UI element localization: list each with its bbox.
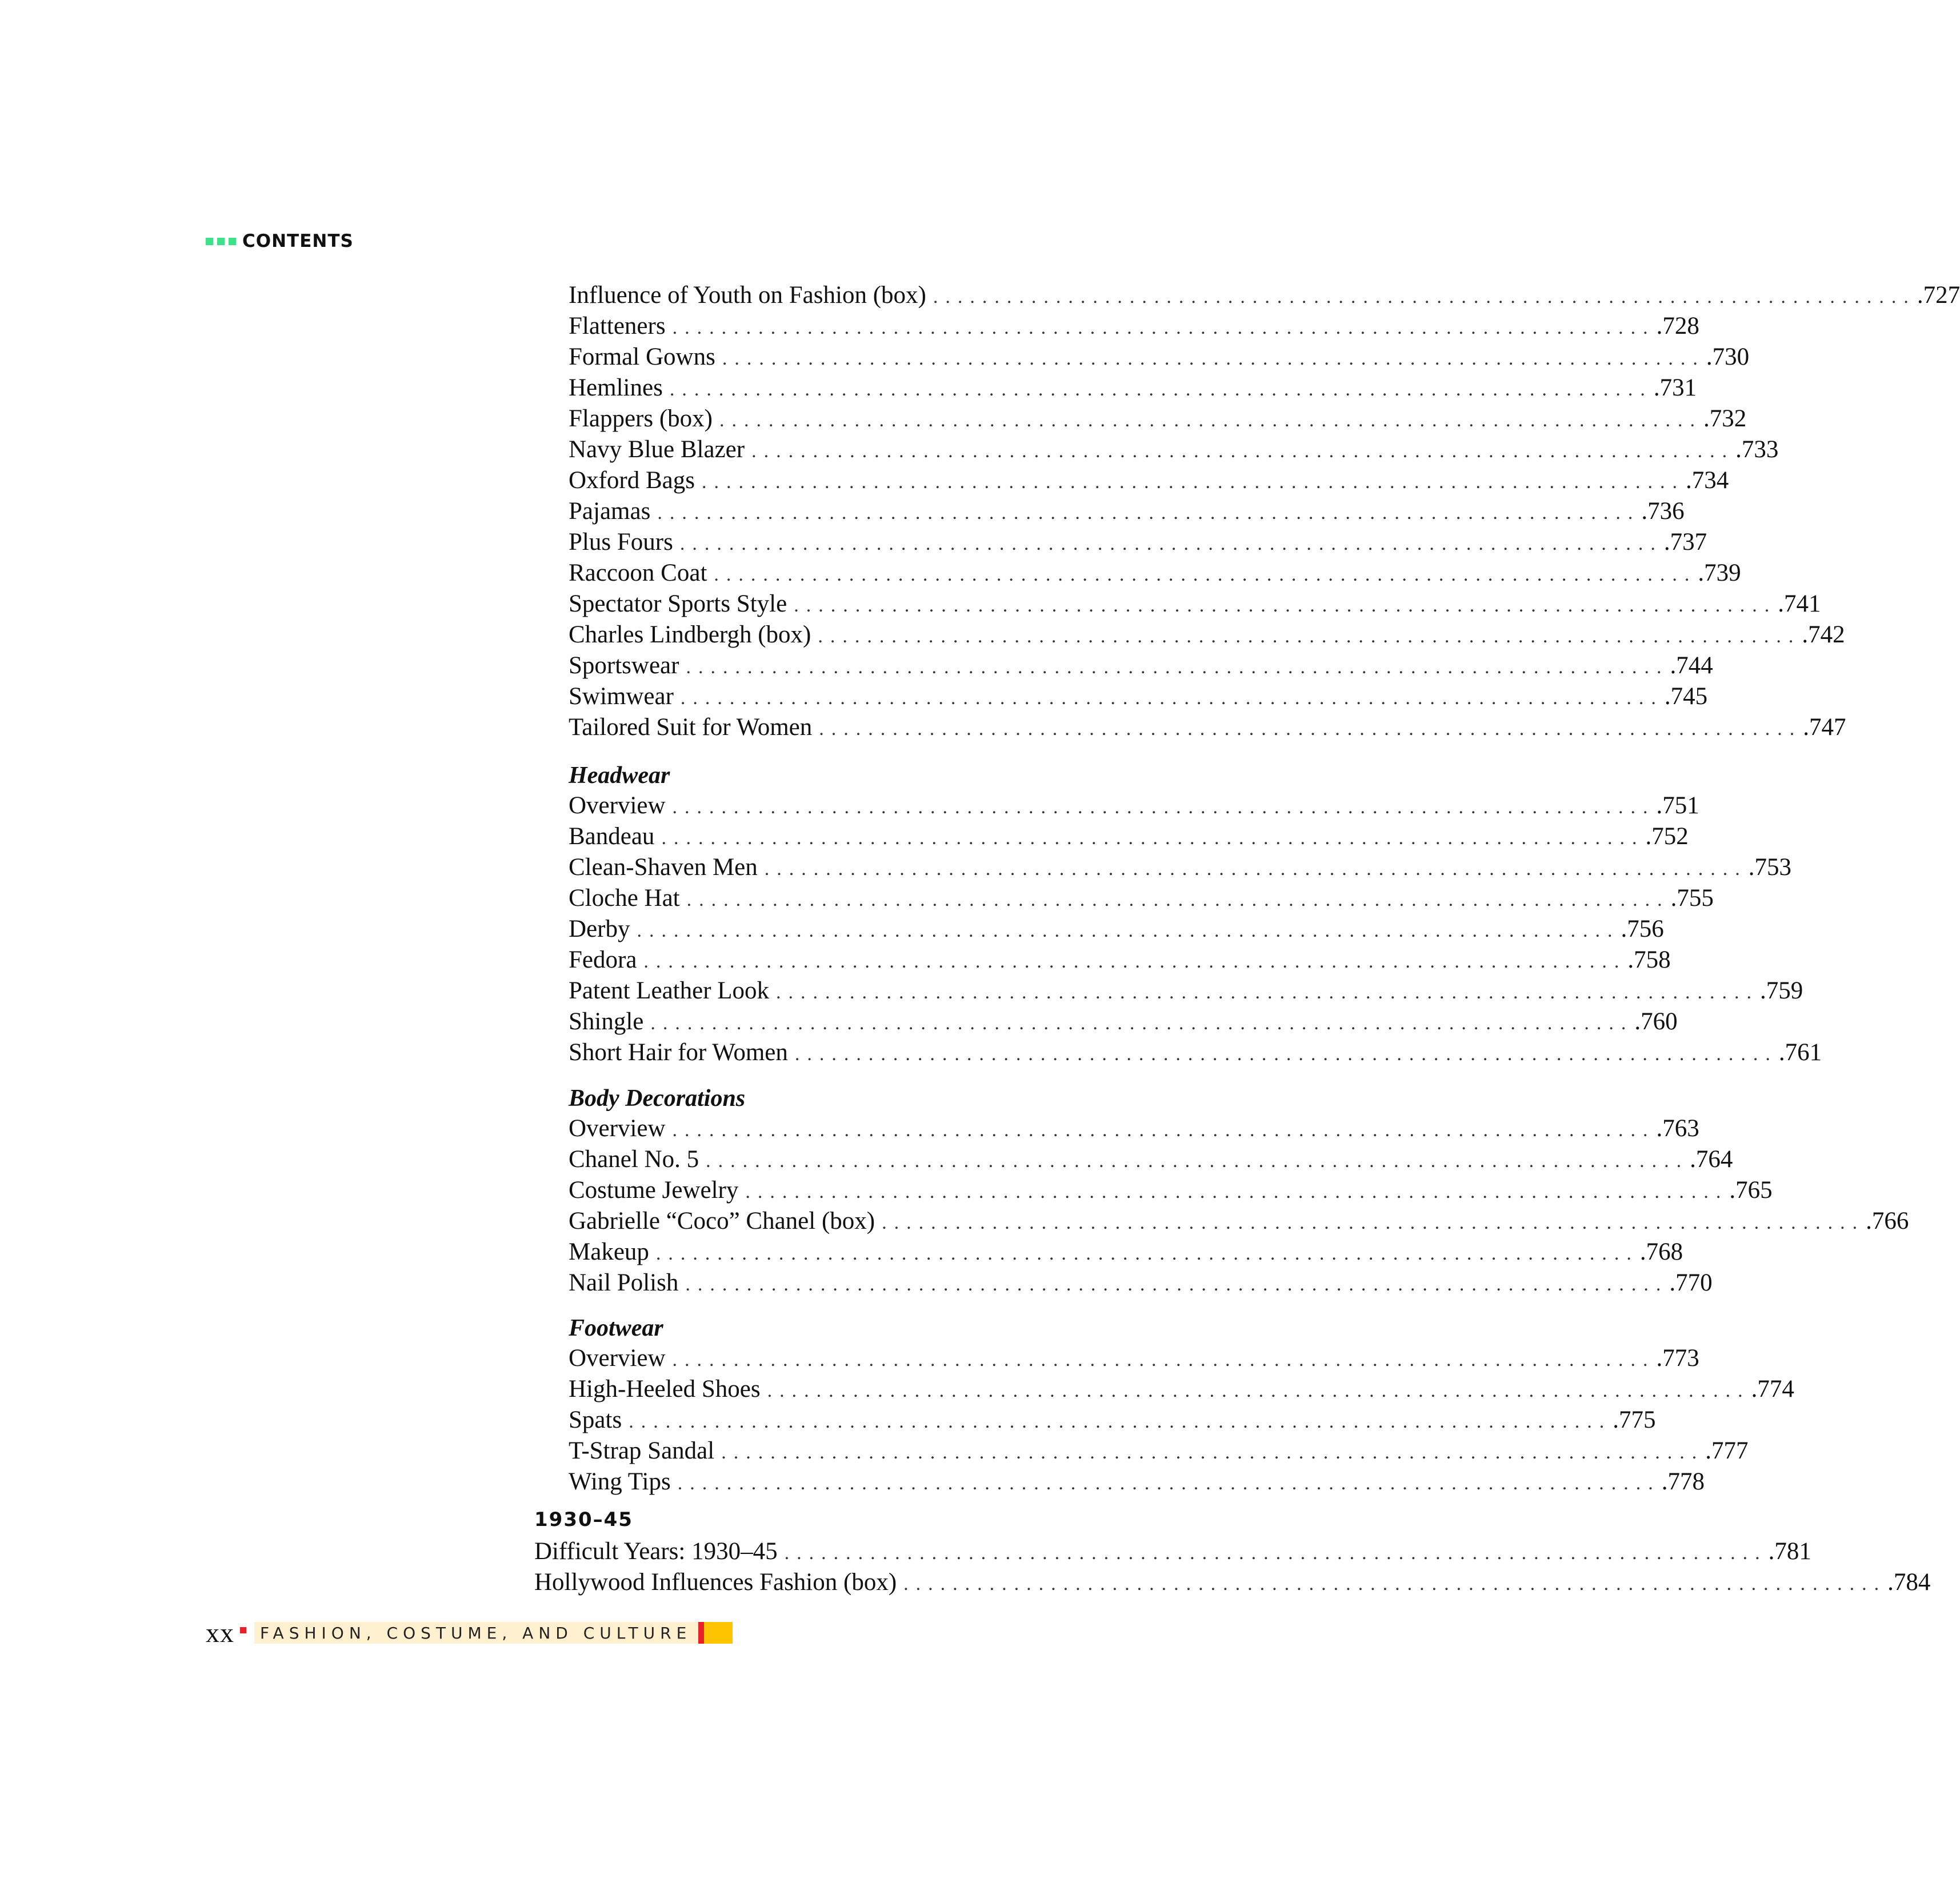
toc-entry-title: Plus Fours (569, 529, 673, 556)
toc-entry[interactable] (569, 945, 1671, 976)
toc-entry[interactable] (569, 342, 1750, 373)
toc-entry-title: Bandeau (569, 823, 655, 850)
toc-entry[interactable] (569, 1037, 1822, 1068)
toc-subheading: Body Decorations (569, 1085, 746, 1112)
dot-leader: ................................................................................ (686, 657, 1669, 678)
header-marker-square (229, 238, 236, 245)
dot-leader: ................................................................................ (672, 1120, 1655, 1141)
toc-entry-title: Chanel No. 5 (569, 1146, 699, 1173)
toc-entry[interactable] (569, 681, 1708, 712)
toc-entry[interactable] (569, 1405, 1656, 1436)
toc-entry[interactable] (569, 1343, 1699, 1374)
header-marker-square (206, 238, 213, 245)
toc-entry-title: Spectator Sports Style (569, 590, 787, 617)
toc-entry[interactable] (569, 527, 1707, 558)
toc-entry[interactable] (569, 1175, 1773, 1206)
toc-page-number: .781 (1768, 1538, 1811, 1565)
toc-entry-title: Overview (569, 1115, 666, 1142)
dot-leader: ................................................................................ (784, 1543, 1767, 1564)
toc-entry[interactable] (569, 883, 1714, 914)
toc-entry[interactable] (569, 434, 1779, 465)
toc-entry[interactable] (569, 589, 1821, 620)
toc-entry[interactable] (569, 1268, 1713, 1298)
toc-page-number: .770 (1669, 1269, 1713, 1296)
dot-leader: ................................................................................ (903, 1573, 1887, 1595)
toc-page-number: .763 (1656, 1115, 1699, 1142)
toc-entry-title: Oxford Bags (569, 467, 695, 494)
toc-page-number: .744 (1670, 652, 1713, 679)
toc-entry-title: Derby (569, 916, 630, 942)
toc-entry-title: Navy Blue Blazer (569, 436, 745, 463)
dot-leader: ................................................................................ (722, 348, 1705, 369)
toc-page-number: .753 (1748, 854, 1792, 881)
toc-entry-title: T-Strap Sandal (569, 1437, 715, 1464)
toc-entry-title: Difficult Years: 1930–45 (534, 1538, 778, 1565)
dot-leader: ................................................................................ (672, 1349, 1655, 1370)
page-footer (206, 1619, 733, 1647)
dot-leader: ................................................................................ (669, 379, 1653, 400)
toc-entry[interactable] (569, 650, 1713, 681)
toc-entry-title: Nail Polish (569, 1269, 679, 1296)
dot-leader: ................................................................................ (679, 533, 1663, 554)
toc-entry-title: Raccoon Coat (569, 560, 707, 586)
toc-entry-title: Hemlines (569, 374, 663, 401)
page-folio: xx (206, 1617, 234, 1648)
dot-leader: ................................................................................ (714, 564, 1697, 585)
toc-entry[interactable] (569, 1113, 1699, 1144)
dot-leader: ................................................................................ (650, 1013, 1634, 1034)
toc-entry-title: Short Hair for Women (569, 1039, 788, 1066)
toc-entry[interactable] (569, 1006, 1678, 1037)
toc-entry[interactable] (534, 1567, 1931, 1598)
toc-entry-title: Shingle (569, 1008, 644, 1035)
toc-entry[interactable] (569, 1237, 1683, 1268)
toc-entry-title: Flatteners (569, 313, 666, 339)
dot-leader: ................................................................................ (819, 718, 1802, 740)
toc-page-number: .755 (1670, 885, 1714, 912)
dot-leader: ................................................................................ (685, 1274, 1669, 1295)
header-marker-square (217, 238, 225, 245)
toc-page-number: .774 (1751, 1376, 1794, 1402)
toc-page-number: .760 (1634, 1008, 1678, 1035)
toc-entry-title: Tailored Suit for Women (569, 714, 813, 741)
toc-page-number: .734 (1685, 467, 1729, 494)
toc-entry-title: Cloche Hat (569, 885, 680, 912)
toc-entry[interactable] (534, 1536, 1811, 1567)
toc-entry[interactable] (569, 1436, 1749, 1467)
toc-page-number: .784 (1887, 1569, 1931, 1596)
toc-entry-title: Patent Leather Look (569, 977, 770, 1004)
toc-entry-title: Clean-Shaven Men (569, 854, 758, 881)
toc-entry-title: High-Heeled Shoes (569, 1376, 761, 1402)
toc-entry-title: Fedora (569, 946, 637, 973)
toc-entry[interactable] (569, 976, 1803, 1006)
dot-leader: ................................................................................ (794, 1044, 1778, 1065)
dot-leader: ................................................................................ (686, 889, 1670, 910)
footer-red-bar (698, 1622, 704, 1644)
toc-entry-title: Influence of Youth on Fashion (box) (569, 282, 926, 309)
dot-leader: ................................................................................ (706, 1150, 1689, 1172)
toc-entry[interactable] (569, 465, 1729, 496)
toc-entry[interactable] (569, 1374, 1794, 1405)
dot-leader: ................................................................................ (719, 410, 1702, 431)
toc-page-number: .765 (1729, 1177, 1773, 1204)
toc-page-number: .777 (1705, 1437, 1749, 1464)
toc-page-number: .733 (1735, 436, 1779, 463)
toc-page-number: .747 (1803, 714, 1846, 741)
toc-entry-title: Gabrielle “Coco” Chanel (box) (569, 1208, 875, 1234)
toc-page-number: .766 (1866, 1208, 1909, 1234)
footer-book-title: FASHION, COSTUME, AND CULTURE (254, 1622, 698, 1644)
toc-entry[interactable] (569, 311, 1699, 342)
toc-page-number: .739 (1698, 560, 1741, 586)
toc-page-number: .758 (1627, 946, 1671, 973)
toc-page-number: .775 (1613, 1406, 1656, 1433)
toc-entry-title: Overview (569, 792, 666, 819)
dot-leader: ................................................................................ (672, 317, 1655, 338)
dot-leader: ................................................................................ (882, 1212, 1865, 1233)
toc-entry[interactable] (569, 712, 1846, 743)
toc-page-number: .752 (1645, 823, 1689, 850)
toc-page-number: .730 (1706, 343, 1750, 370)
toc-page-number: .741 (1778, 590, 1821, 617)
toc-entry-title: Formal Gowns (569, 343, 715, 370)
dot-leader: ................................................................................ (661, 828, 1645, 849)
toc-entry[interactable] (569, 914, 1664, 945)
dot-leader: ................................................................................ (701, 472, 1685, 493)
toc-page-number: .756 (1621, 916, 1664, 942)
dot-leader: ................................................................................ (751, 441, 1735, 462)
toc-entry-title: Overview (569, 1345, 666, 1372)
toc-entry[interactable] (569, 821, 1689, 852)
dot-leader: ................................................................................ (629, 1411, 1612, 1432)
toc-page-number: .745 (1664, 683, 1708, 710)
toc-entry-title: Swimwear (569, 683, 674, 710)
toc-page-number: .728 (1656, 313, 1699, 339)
toc-entry[interactable] (569, 1206, 1909, 1237)
dot-leader: ................................................................................ (672, 797, 1655, 818)
toc-entry[interactable] (569, 1144, 1733, 1175)
dot-leader: ................................................................................ (655, 1243, 1639, 1264)
running-head-label: CONTENTS (242, 231, 354, 251)
toc-entry-title: Flappers (box) (569, 405, 713, 432)
toc-entry[interactable] (569, 280, 1960, 311)
toc-entry-title: Charles Lindbergh (box) (569, 621, 811, 648)
toc-page-number: .737 (1663, 529, 1707, 556)
toc-entry[interactable] (569, 403, 1747, 434)
dot-leader: ................................................................................ (637, 920, 1620, 941)
toc-page-number: .736 (1641, 498, 1685, 525)
toc-entry[interactable] (569, 558, 1741, 589)
toc-entry-title: Pajamas (569, 498, 651, 525)
dot-leader: ................................................................................ (818, 626, 1801, 647)
toc-page-number: .732 (1703, 405, 1747, 432)
dot-leader: ................................................................................ (745, 1181, 1729, 1202)
dot-leader: ................................................................................ (764, 858, 1747, 880)
toc-page-number: .759 (1760, 977, 1803, 1004)
toc-page-number: .751 (1656, 792, 1699, 819)
toc-page-number: .764 (1690, 1146, 1733, 1173)
dot-leader: ................................................................................ (680, 688, 1663, 709)
toc-page-number: .731 (1653, 374, 1697, 401)
toc-entry[interactable] (569, 852, 1792, 883)
toc-page-number: .778 (1661, 1468, 1705, 1495)
toc-section-heading: 1930–45 (534, 1508, 633, 1531)
toc-entry[interactable] (569, 373, 1697, 403)
toc-subheading: Headwear (569, 762, 670, 789)
toc-entry-title: Makeup (569, 1238, 649, 1265)
toc-entry-title: Wing Tips (569, 1468, 671, 1495)
toc-entry-title: Spats (569, 1406, 622, 1433)
toc-entry-title: Costume Jewelry (569, 1177, 739, 1204)
dot-leader: ................................................................................ (721, 1442, 1705, 1463)
footer-yellow-bar (704, 1622, 733, 1644)
toc-page-number: .773 (1656, 1345, 1699, 1372)
dot-leader: ................................................................................ (776, 982, 1759, 1003)
toc-subheading: Footwear (569, 1315, 663, 1341)
dot-leader: ................................................................................ (677, 1473, 1661, 1494)
running-header (206, 230, 354, 253)
toc-page-number: .768 (1639, 1238, 1683, 1265)
toc-entry[interactable] (569, 790, 1699, 821)
dot-leader: ................................................................................ (794, 595, 1777, 616)
dot-leader: ................................................................................ (767, 1380, 1750, 1401)
toc-entry[interactable] (569, 620, 1845, 650)
toc-page-number: .727 (1917, 282, 1960, 309)
dot-leader: ................................................................................ (933, 286, 1916, 307)
dot-leader: ................................................................................ (657, 502, 1641, 524)
dot-leader: ................................................................................ (643, 951, 1627, 972)
toc-entry[interactable] (569, 496, 1685, 527)
toc-entry-title: Hollywood Influences Fashion (box) (534, 1569, 897, 1596)
toc-page-number: .742 (1802, 621, 1845, 648)
toc-entry[interactable] (569, 1467, 1705, 1497)
toc-page-number: .761 (1778, 1039, 1822, 1066)
footer-red-square (240, 1627, 246, 1633)
toc-entry-title: Sportswear (569, 652, 679, 679)
